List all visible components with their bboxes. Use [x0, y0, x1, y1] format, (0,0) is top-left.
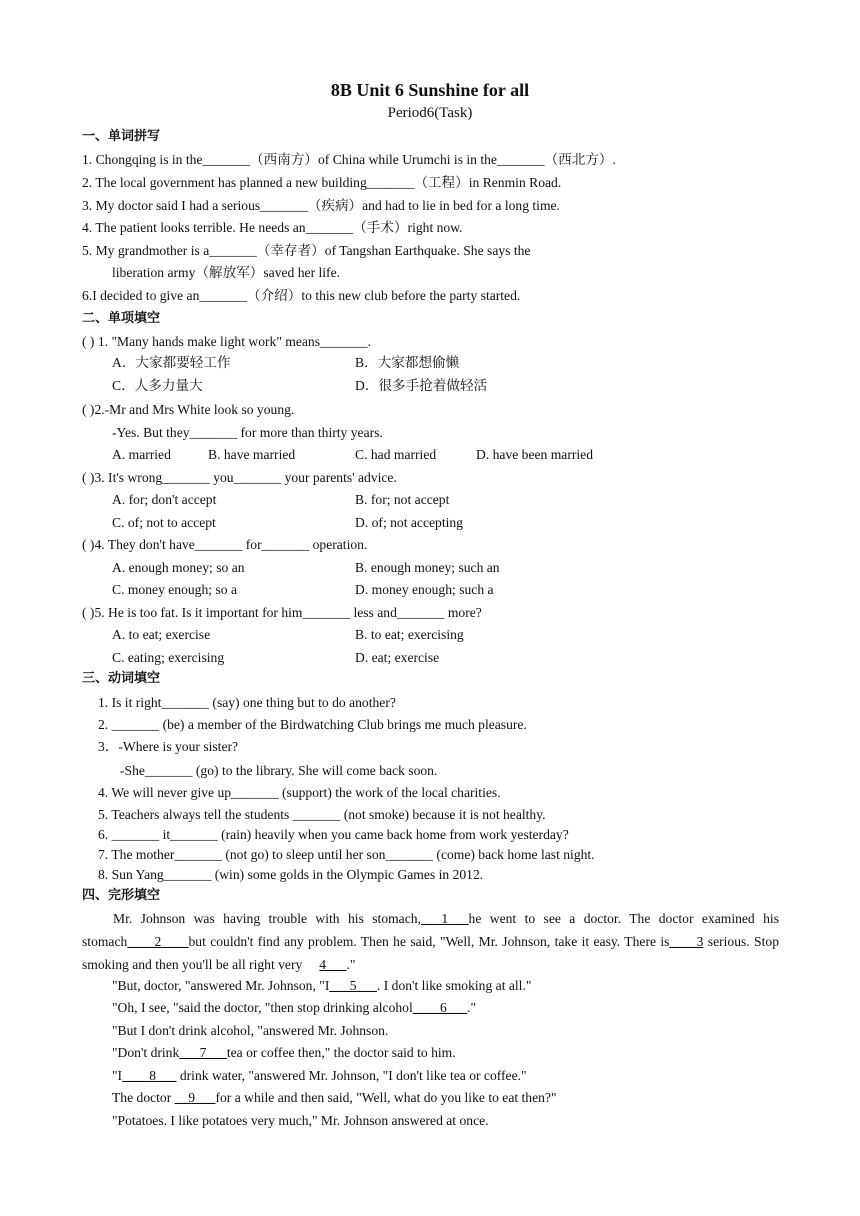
cloze-blank: ___1___: [420, 911, 469, 926]
mc-option: A. enough money; so an: [112, 560, 245, 575]
cloze-text: but couldn't find any problem. Then he said, "Well, Mr. Johnson, take it easy. There is: [188, 934, 670, 949]
mc-option: A. married: [112, 447, 171, 462]
cloze-text: for a while and then said, "Well, what do you like to eat then?": [215, 1090, 557, 1105]
page-subtitle: Period6(Task): [387, 105, 473, 121]
cloze-blank: ____8___: [122, 1068, 177, 1083]
cloze-text: .": [346, 957, 356, 972]
spelling-item: 6.I decided to give an_______（介绍）to this new club before the party started.: [82, 288, 521, 303]
cloze-line: [112, 999, 476, 1017]
mc-option: C. had married: [355, 447, 437, 462]
cloze-blank: ____2____: [127, 934, 189, 949]
cloze-text: "Don't drink: [112, 1045, 180, 1060]
verb-item: 2. _______ (be) a member of the Birdwatching Club brings me much pleasure.: [98, 717, 527, 732]
cloze-text: . I don't like smoking at all.": [376, 978, 532, 993]
verb-item: 7. The mother_______ (not go) to sleep until her son_______ (come) back home last night.: [98, 847, 595, 862]
cloze-text: drink water, "answered Mr. Johnson, "I don't like tea or coffee.": [176, 1068, 527, 1083]
cloze-line: [112, 1044, 456, 1062]
mc-option: B. for; not accept: [355, 492, 450, 507]
mc-option: C. eating; exercising: [112, 650, 225, 665]
cloze-blank: ___5___: [329, 978, 377, 993]
mc-option: C. of; not to accept: [112, 515, 216, 530]
mc-option: D. of; not accepting: [355, 515, 463, 530]
cloze-text: serious. Stop smoking and then you'll be all right very: [82, 934, 779, 972]
mc-option: D. money enough; such a: [355, 582, 494, 597]
mc-question-line: -Yes. But they_______ for more than thirty years.: [112, 425, 383, 440]
mc-question: ( )5. He is too fat. Is it important for him_______ less and_______ more?: [82, 605, 482, 620]
spelling-item: 2. The local government has planned a new building_______（工程）in Renmin Road.: [82, 175, 562, 190]
mc-option: A．大家都要轻工作: [112, 355, 231, 370]
mc-option: C. money enough; so a: [112, 582, 237, 597]
verb-item: 6. _______ it_______ (rain) heavily when you came back home from work yesterday?: [98, 827, 569, 842]
cloze-blank: 4___: [319, 957, 347, 972]
mc-option: A. for; don't accept: [112, 492, 217, 507]
spelling-item: 1. Chongqing is in the_______（西南方）of China while Urumchi is in the_______（西北方）.: [82, 152, 616, 167]
mc-option: C．人多力量大: [112, 378, 203, 393]
section-heading-verb-fill: 三、动词填空: [82, 671, 161, 686]
mc-option: D．很多手抢着做轻活: [355, 378, 488, 393]
section-heading-spelling: 一、单词拼写: [82, 129, 161, 144]
cloze-blank: ____6___: [412, 1000, 468, 1015]
spelling-item: 3. My doctor said I had a serious_______（疾病）and had to lie in bed for a long time.: [82, 198, 560, 213]
section-heading-cloze: 四、完形填空: [82, 888, 161, 903]
mc-option: B. to eat; exercising: [355, 627, 464, 642]
mc-question: ( )4. They don't have_______ for_______ operation.: [82, 537, 368, 552]
cloze-line: [112, 1089, 557, 1107]
cloze-line: "Potatoes. I like potatoes very much," Mr. Johnson answered at once.: [112, 1113, 489, 1128]
cloze-line: "But I don't drink alcohol, "answered Mr. Johnson.: [112, 1023, 389, 1038]
spelling-item: 4. The patient looks terrible. He needs an_______（手术）right now.: [82, 220, 463, 235]
page-title: 8B Unit 6 Sunshine for all: [330, 80, 530, 100]
spelling-item-continued: liberation army（解放军）saved her life.: [112, 265, 341, 280]
cloze-paragraph: [82, 907, 779, 976]
mc-option: A. to eat; exercise: [112, 627, 211, 642]
cloze-line: [112, 1067, 527, 1085]
spelling-item: 5. My grandmother is a_______（幸存者）of Tangshan Earthquake. She says the: [82, 243, 531, 258]
verb-item: 5. Teachers always tell the students _______ (not smoke) because it is not healthy.: [98, 807, 546, 822]
cloze-text: "I: [112, 1068, 123, 1083]
verb-item: 4. We will never give up_______ (support) the work of the local charities.: [98, 785, 501, 800]
mc-question: ( ) 1. "Many hands make light work" means_______.: [82, 334, 371, 349]
cloze-line: [112, 977, 531, 995]
cloze-text: he went to see a doctor. The doctor examined his stomach: [82, 911, 779, 949]
mc-question: ( )3. It's wrong_______ you_______ your parents' advice.: [82, 470, 397, 485]
section-heading-multiple-choice: 二、单项填空: [82, 311, 161, 326]
cloze-text: Mr. Johnson was having trouble with his stomach,: [113, 911, 421, 926]
mc-option: B. have married: [208, 447, 296, 462]
mc-option: D. have been married: [476, 447, 594, 462]
cloze-text: tea or coffee then," the doctor said to him.: [226, 1045, 456, 1060]
cloze-text: .": [467, 1000, 477, 1015]
cloze-blank: ____3: [669, 934, 704, 949]
verb-item: 8. Sun Yang_______ (win) some golds in the Olympic Games in 2012.: [98, 867, 484, 882]
cloze-text: "Oh, I see, "said the doctor, "then stop drinking alcohol: [112, 1000, 413, 1015]
mc-option: B．大家都想偷懒: [355, 355, 460, 370]
verb-item: 3．-Where is your sister?: [98, 739, 239, 754]
cloze-blank: ___7___: [179, 1045, 227, 1060]
mc-option: B. enough money; such an: [355, 560, 500, 575]
cloze-text: The doctor: [112, 1090, 175, 1105]
mc-option: D. eat; exercise: [355, 650, 440, 665]
verb-item-continued: -She_______ (go) to the library. She will come back soon.: [120, 763, 438, 778]
verb-item: 1. Is it right_______ (say) one thing but to do another?: [98, 695, 396, 710]
cloze-blank: __9___: [174, 1090, 216, 1105]
mc-question: ( )2.-Mr and Mrs White look so young.: [82, 402, 295, 417]
cloze-text: "But, doctor, "answered Mr. Johnson, "I: [112, 978, 330, 993]
